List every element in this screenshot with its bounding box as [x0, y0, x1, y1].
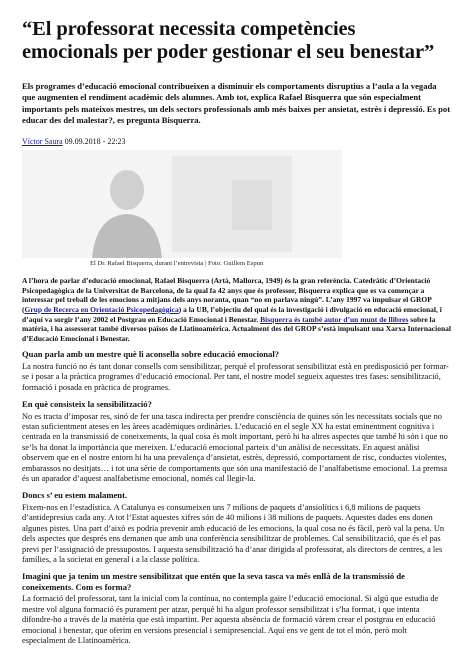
answer-paragraph: La nostra funció no és tant donar consells com sensibilitzar, perquè el professorat sensibilitzat està en predisposició per formar-se i posar a la pràctica programes d’educació emocional. Per tant, el nostre model segueix aquestes tres fases: sensibilització, formació i posada en pràctica de programes. [22, 361, 449, 392]
question-heading: En què consisteix la sensibilització? [22, 399, 152, 410]
author-link[interactable]: Víctor Saura [22, 137, 63, 147]
interview-section [22, 571, 452, 646]
photo-caption: El Dr. Rafael Bisquerra, durant l’entrevista | Foto: Guillem Espun [90, 260, 264, 268]
answer-paragraph: La formació del professorat, tant la inicial com la contínua, no contempla gaire l’educació emocional. Si algú que estudia de mestre vol alguna formació és purament per atzar, perquè hi ha algun professor sensibilitzat i s’ha format, i que intenta difondre-ho a través de la matèria que està impartint. Per aquesta absència de formació vàrem crear el postgrau en educació emocional i benestar, que oferim en versions presencial i semipresencial. Aquí ens ve gent de tot el món, però molt especialment de Llatinoamèrica. [22, 594, 439, 645]
interview-section [22, 349, 452, 393]
photo-placeholder-graphic [22, 150, 342, 258]
intro-text-1: A l’hora de parlar d’educació emocional, Rafael Bisquerra (Artà, Mallorca, 1949) és la gran referència. Catedràtic d’Orientació Psicopedagògica de la Universitat de Barcelona, de la qual fa 42 anys que és professor, Bisquerra explica que es va començar a interessar pel treball de les emocions a mitjans dels anys noranta, quan “no en parlava ningú”. L’any 1997 va impulsar el GROP ( [22, 276, 432, 314]
question-heading: Imagini que ja tenim un mestre sensibilitzat que entén que la seva tasca va més enllà de la transmissió de coneixements. Com es forma? [22, 571, 405, 592]
article-photo [22, 150, 342, 258]
grop-link[interactable]: Grup de Recerca en Orientació Psicopedagògica [24, 304, 179, 314]
question-heading: Quan parla amb un mestre què li aconsella sobre educació emocional? [22, 349, 280, 360]
byline [22, 137, 452, 147]
article-title: “El professorat necessita competències emocionals per poder gestionar el seu benestar” [22, 18, 435, 63]
intro-text-3: sobre la matèria, i ha assessorat també diversos països de Llatinoamèrica. Actualment des del GROP s’està impulsant una Xarxa Internacional d’Educació Emocional i Benestar. [22, 314, 451, 343]
interview-section [22, 399, 452, 484]
publish-date: 09.09.2018 - 22:23 [64, 137, 126, 147]
question-heading: Doncs s’ eu estem malament. [22, 490, 128, 501]
intro-text-2: ) a la UB, l’objectiu del qual és la investigació i divulgació en educació emocional, i d’aquí va sorgir l’any 2002 el Postgrau en Educació Emocional i Benestar. [22, 304, 442, 324]
answer-paragraph: No es tracta d’imposar res, sinó de fer una tasca indirecta per prendre consciència de quines són les necessitats socials que no estan suficientment ateses en les àrees acadèmiques ordinàries. L’educació en el segle XX ha estat eminentment cognitiva i centrada en la transmissió de coneixements, la qual cosa és molt important, però hi ha altres aspectes que també hi són i que no se’ls ha donat la importància que mereixen. L’educació emocional parteix d’un anàlisi de necessitats. En aquest anàlisi observem que en el nostre entorn hi ha una prevalença d’ansietat, estrès, depressió, comportament de risc, conductes violentes, embarassos no desitjats… i tot una sèrie de comportaments que són una manifestació de l’analfabetisme emocional. La premsa és un aparador d’aquest analfabetisme emocional, només cal llegir-la. [22, 411, 448, 483]
article-intro [22, 276, 452, 343]
books-link[interactable]: Bisquerra és també autor d’un munt de llibres [260, 314, 409, 324]
answer-paragraph: Fixem-nos en l’estadística. A Catalunya es consumeixen uns 7 milions de paquets d’ansiolítics i 6,8 milions de paquets d’antidepresius cada any. A tot l’Estat aquestes xifres són de 40 milions i 38 milions de paquets. Aquestes dades ens donen algunes pistes. Una part d’això es podria prevenir amb educació de les emocions, la qual cosa no és fàcil, però val la pena. Un dels aspectes que després ens demanen que amb una conferència sensibilitzar de problemes. Cal sensibilització, que és el pas previ per l’assignació de pressupostos. I aquesta sensibilització ha d’anar dirigida al professorat, als directors de centres, a les famílies, a la societat en general i a la classe política. [22, 502, 445, 564]
interview-section [22, 490, 452, 565]
article-lead: Els programes d’educació emocional contribueixen a disminuir els comportaments disruptius a l’aula a la vegada que augmenten el rendiment acadèmic dels alumnes. Amb tot, explica Rafael Bisquerra que són especialment importants pels mateixos mestres, un dels sectors professionals amb més baixes per ansietat, estrès i depressió. Es pot educar des del malestar?, es pregunta Bisquerra. [22, 81, 451, 125]
